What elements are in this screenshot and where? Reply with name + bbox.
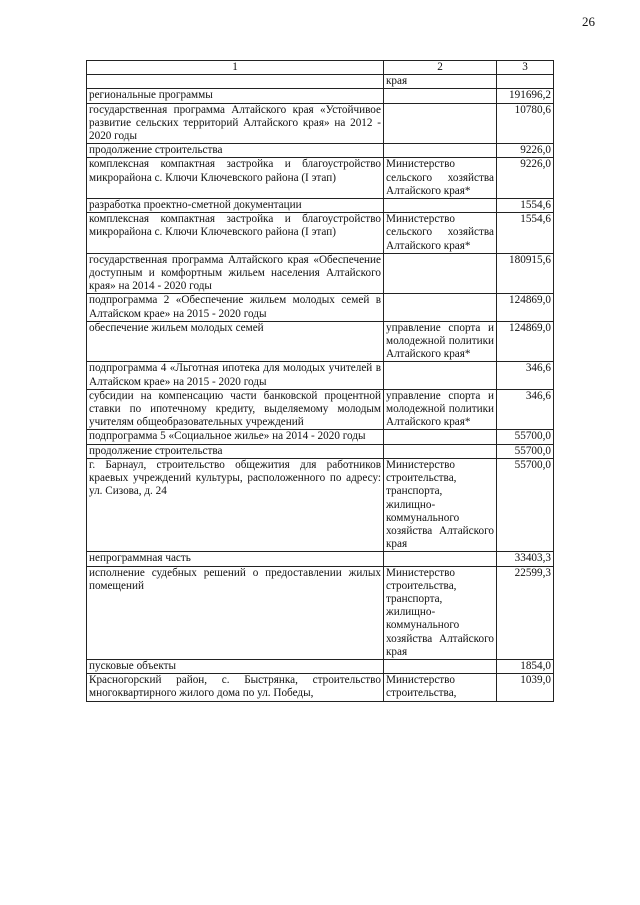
row-amount: 1554,6 [497,213,554,254]
row-org [384,144,497,158]
row-name: подпрограмма 4 «Льготная ипотека для молодых учителей в Алтайском крае» на 2015 - 2020 годы [87,362,384,389]
row-name: обеспечение жильем молодых семей [87,321,384,362]
header-row [87,61,554,75]
row-name: подпрограмма 5 «Социальное жилье» на 2014 - 2020 годы [87,430,384,444]
table-row [87,552,554,566]
header-col-2: 2 [384,61,497,75]
row-amount: 124869,0 [497,294,554,321]
row-org [384,103,497,144]
table-row [87,199,554,213]
row-amount: 346,6 [497,362,554,389]
row-org: Министерство сельского хозяйства Алтайского края* [384,158,497,199]
table-row [87,321,554,362]
row-name: исполнение судебных решений о предоставлении жилых помещений [87,566,384,659]
table-row [87,144,554,158]
row-name: субсидии на компенсацию части банковской процентной ставки по ипотечному кредиту, выделяемому молодым учителям общеобразовательных учреждений [87,389,384,430]
table-row [87,389,554,430]
table-row [87,674,554,701]
page-number: 26 [582,14,595,29]
row-org: Министерство строительства, транспорта, жилищно-коммунального хозяйства Алтайского края [384,566,497,659]
row-org: управление спорта и молодежной политики Алтайского края* [384,389,497,430]
table-row [87,294,554,321]
table-row [87,75,554,89]
table-row [87,430,554,444]
row-amount: 9226,0 [497,144,554,158]
row-name: государственная программа Алтайского края «Устойчивое развитие сельских территорий Алтайского края» на 2012 - 2020 годы [87,103,384,144]
row-name: пусковые объекты [87,659,384,673]
row-name: комплексная компактная застройка и благоустройство микрорайона с. Ключи Ключевского района (I этап) [87,213,384,254]
header-col-3: 3 [497,61,554,75]
table-row [87,566,554,659]
row-name: непрограммная часть [87,552,384,566]
table-row [87,213,554,254]
row-org [384,253,497,294]
row-org: Министерство строительства, транспорта, жилищно-коммунального хозяйства Алтайского края [384,458,497,551]
row-org [384,430,497,444]
row-amount: 55700,0 [497,444,554,458]
row-name: комплексная компактная застройка и благоустройство микрорайона с. Ключи Ключевского района (I этап) [87,158,384,199]
row-org [384,659,497,673]
table-row [87,253,554,294]
table-row [87,444,554,458]
row-amount: 1854,0 [497,659,554,673]
row-amount: 191696,2 [497,89,554,103]
row-org [384,294,497,321]
row-org [384,552,497,566]
row-amount: 10780,6 [497,103,554,144]
table-row [87,458,554,551]
row-amount [497,75,554,89]
row-amount: 22599,3 [497,566,554,659]
row-amount: 9226,0 [497,158,554,199]
table-row [87,158,554,199]
header-col-1: 1 [87,61,384,75]
table-row [87,362,554,389]
row-name: продолжение строительства [87,144,384,158]
row-name: продолжение строительства [87,444,384,458]
row-name [87,75,384,89]
row-amount: 180915,6 [497,253,554,294]
row-amount: 346,6 [497,389,554,430]
table-row [87,103,554,144]
row-org: края [384,75,497,89]
row-name: подпрограмма 2 «Обеспечение жильем молодых семей в Алтайском крае» на 2015 - 2020 годы [87,294,384,321]
row-org [384,444,497,458]
row-org: Министерство строительства, [384,674,497,701]
row-org [384,199,497,213]
row-amount: 1039,0 [497,674,554,701]
table-row [87,89,554,103]
row-name: государственная программа Алтайского края «Обеспечение доступным и комфортным жильем населения Алтайского края» на 2014 - 2020 годы [87,253,384,294]
budget-table [86,60,554,702]
row-amount: 33403,3 [497,552,554,566]
row-org: управление спорта и молодежной политики Алтайского края* [384,321,497,362]
row-org: Министерство сельского хозяйства Алтайского края* [384,213,497,254]
row-name: г. Барнаул, строительство общежития для работников краевых учреждений культуры, расположенного по адресу: ул. Сизова, д. 24 [87,458,384,551]
row-amount: 55700,0 [497,430,554,444]
table-row [87,659,554,673]
row-amount: 1554,6 [497,199,554,213]
row-org [384,362,497,389]
row-amount: 124869,0 [497,321,554,362]
row-name: региональные программы [87,89,384,103]
row-org [384,89,497,103]
row-amount: 55700,0 [497,458,554,551]
row-name: разработка проектно-сметной документации [87,199,384,213]
row-name: Красногорский район, с. Быстрянка, строительство многоквартирного жилого дома по ул. Победы, [87,674,384,701]
